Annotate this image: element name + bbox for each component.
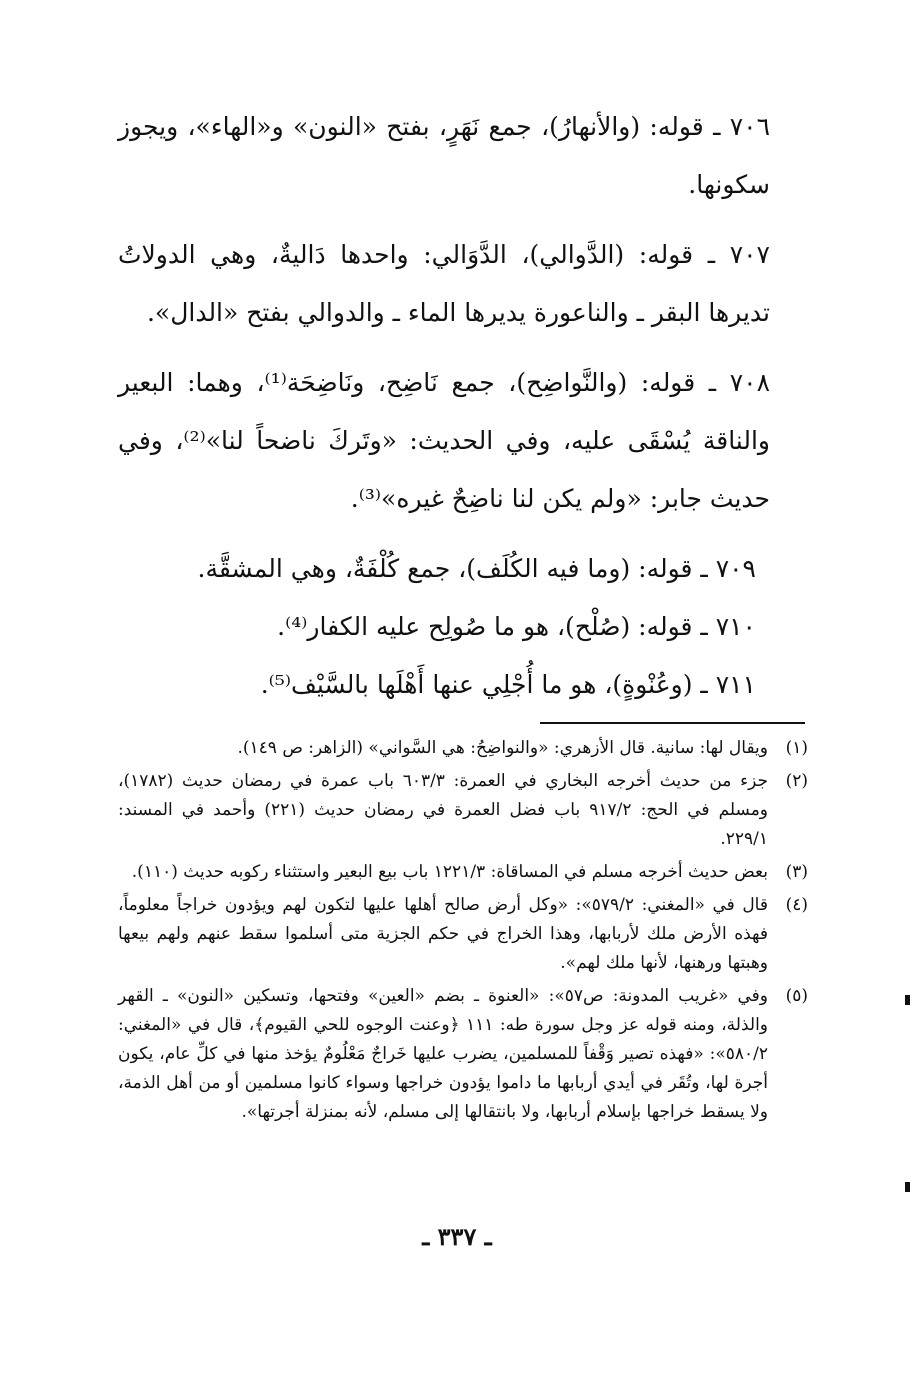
entry-text: قوله: (صُلْح)، هو ما صُولِح عليه الكفار⁽⁴⁾. (277, 612, 693, 641)
entry-number: ٧٠٩ ـ (700, 554, 756, 583)
footnote-1 (118, 734, 808, 763)
entry-text: قوله: (الدَّوالي)، الدَّوَالي: واحدها دَاليةٌ، وهي الدولاتُ تديرها البقر ـ والناعورة يديرها الماء ـ والدوالي بفتح «الدال». (118, 240, 770, 327)
entry-number: ٧٠٧ ـ (707, 240, 770, 269)
entry-710 (118, 598, 770, 656)
main-text (118, 98, 770, 714)
entry-708 (118, 354, 770, 528)
entry-706 (118, 98, 770, 214)
entry-text: قوله: (وما فيه الكُلَف)، جمع كُلْفَةٌ، وهي المشقَّة. (197, 554, 693, 583)
entry-text: قوله: (والنَّواضِح)، جمع نَاضِح، ونَاضِحَة⁽¹⁾، وهما: البعير والناقة يُسْقَى عليه، وفي الحديث: «وتَركَ ناضحاً لنا»⁽²⁾، وفي حديث جابر: «ولم يكن لنا ناضِحٌ غيره»⁽³⁾. (118, 368, 770, 513)
entry-text: (وعُنْوةٍ)، هو ما أُجْلِي عنها أَهْلَها بالسَّيْف⁽⁵⁾. (260, 670, 693, 699)
footnote-mark: (٣) (785, 862, 808, 882)
footnote-text: بعض حديث أخرجه مسلم في المساقاة: ١٢٢١/٣ باب بيع البعير واستثناء ركوبه حديث (١١٠). (131, 862, 768, 882)
entry-number: ٧٠٦ ـ (713, 112, 771, 141)
footnote-3 (118, 858, 808, 887)
footnote-text: وفي «غريب المدونة: ص٥٧»: «العنوة ـ بضم «العين» وفتحها، وتسكين «النون» ـ القهر والذلة، ومنه قوله عز وجل سورة طه: ١١١ ﴿وعنت الوجوه للحي القيوم﴾، قال في «المغني: ٥٨٠/٢»: «فهذه تصير وَقْفاً للمسلمين، يضرب عليها خَراجٌ مَعْلُومٌ يؤخذ منها في كلِّ عام، يكون أجرة لها، وتُقَر في أيدي أربابها ما داموا يؤدون خراجها وسواء كانوا مسلمين أو من أهل الذمة، ولا يسقط خراجها بإسلام أربابها، ولا بانتقالها إلى مسلم، لأنه بمنزلة أجرتها». (118, 986, 768, 1122)
page-number: ـ ٣٣٧ ـ (422, 1222, 492, 1251)
footnote-text: قال في «المغني: ٥٧٩/٢»: «وكل أرض صالح أهلها عليها لتكون لهم ويؤدون خراجاً معلوماً، فهذه الأرض ملك لأربابها، وهذا الخراج في حكم الجزية متى أسلموا سقط عنهم ولهم بيعها وهبتها ورهنها، لأنها ملك لهم». (118, 895, 768, 973)
footnote-text: جزء من حديث أخرجه البخاري في العمرة: ٦٠٣/٣ باب عمرة في رمضان حديث (١٧٨٢)، ومسلم في الحج: ٩١٧/٢ باب فضل العمرة في رمضان حديث (٢٢١) وأحمد في المسند: ٢٢٩/١. (118, 771, 769, 849)
entry-text: قوله: (والأنهارُ)، جمع نَهَرٍ، بفتح «النون» و«الهاء»، ويجوز سكونها. (118, 112, 770, 199)
scan-mark (905, 995, 910, 1005)
footnote-mark: (١) (785, 738, 808, 758)
entry-709 (118, 540, 770, 598)
footnote-4 (118, 891, 808, 978)
footnotes (118, 734, 808, 1131)
entry-number: ٧١١ ـ (700, 670, 756, 699)
footnote-mark: (٢) (785, 771, 808, 791)
footnote-text: ويقال لها: سانية. قال الأزهري: «والنواضِحُ: هي السَّواني» (الزاهر: ص ١٤٩). (237, 738, 768, 758)
footnote-5 (118, 982, 808, 1127)
footnote-mark: (٥) (785, 986, 808, 1006)
footnote-2 (118, 767, 808, 854)
entry-number: ٧٠٨ ـ (708, 368, 771, 397)
entry-707 (118, 226, 770, 342)
footnote-divider (540, 722, 805, 724)
scan-mark (905, 1182, 910, 1192)
entry-711 (118, 656, 770, 714)
entry-number: ٧١٠ ـ (700, 612, 756, 641)
footnote-mark: (٤) (785, 895, 808, 915)
